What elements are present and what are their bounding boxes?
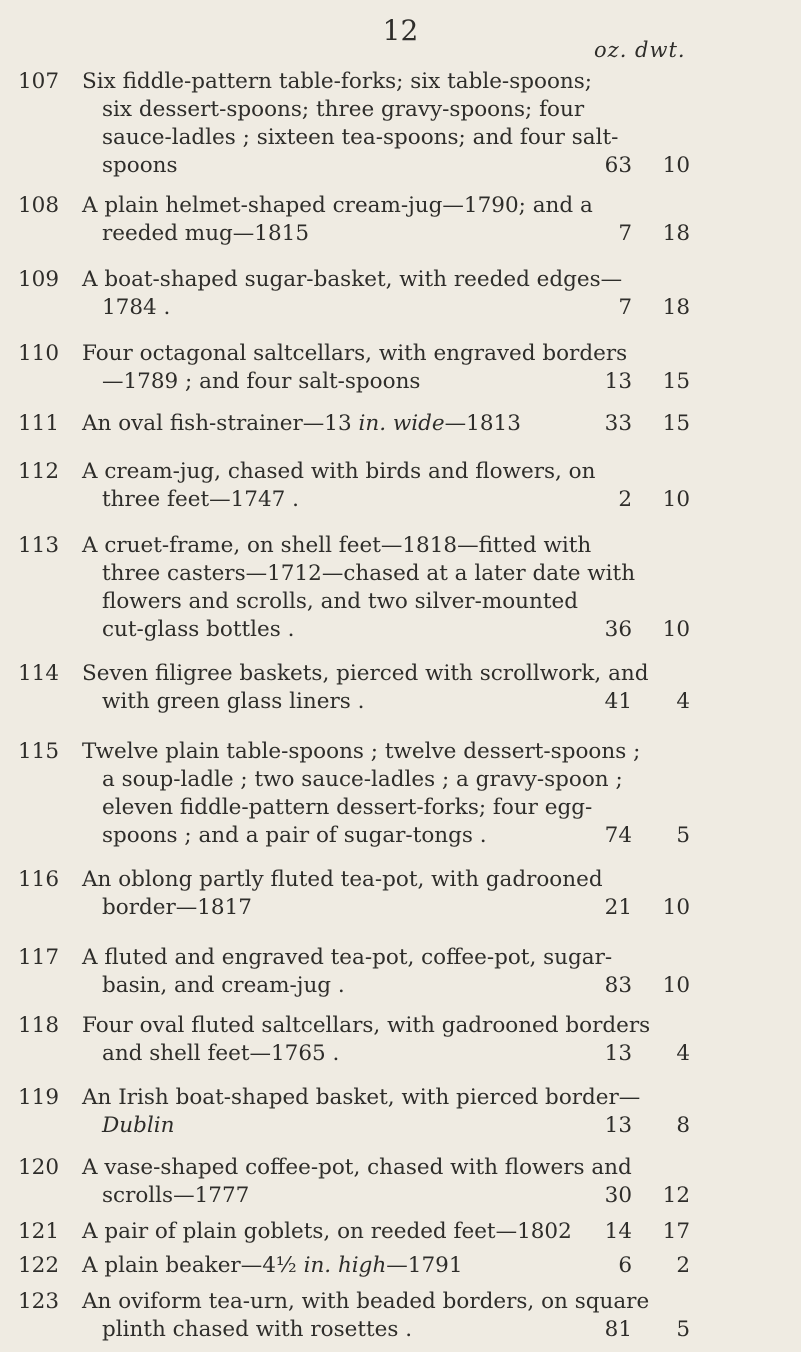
weight-dwt: 8 (676, 1113, 690, 1138)
desc-line: Twelve plain table-spoons ; twelve dessert-spoons ; (82, 739, 641, 764)
lot-number: 121 (18, 1219, 60, 1244)
weight-oz: 33 (604, 411, 632, 436)
desc-line: An oval fish-strainer—13 in. wide—1813 (82, 411, 521, 436)
desc-line: Dublin (102, 1113, 175, 1138)
desc-line: A pair of plain goblets, on reeded feet—1802 (82, 1219, 572, 1244)
lot-number: 116 (18, 867, 60, 892)
desc-line: spoons ; and a pair of sugar-tongs . (102, 823, 487, 848)
desc-line: A fluted and engraved tea-pot, coffee-pot, sugar- (82, 945, 613, 970)
weight-oz: 13 (604, 1041, 632, 1066)
desc-line: A vase-shaped coffee-pot, chased with flowers and (82, 1155, 632, 1180)
weight-dwt: 4 (676, 689, 690, 714)
lot-description (82, 458, 602, 514)
weight-oz: 74 (604, 823, 632, 848)
weight-oz: 2 (618, 487, 632, 512)
lot-number: 111 (18, 411, 60, 436)
lot-description (82, 1252, 602, 1280)
desc-line: A cream-jug, chased with birds and flowers, on (82, 459, 596, 484)
lot-description (82, 192, 602, 248)
desc-line: An oviform tea-urn, with beaded borders, on square (82, 1289, 650, 1314)
desc-line: A boat-shaped sugar-basket, with reeded edges— (82, 267, 623, 292)
lot-description (82, 266, 623, 322)
weight-oz: 7 (618, 221, 632, 246)
weight-oz: 13 (604, 1113, 632, 1138)
weight-oz: 36 (604, 617, 632, 642)
desc-line: with green glass liners . (102, 689, 365, 714)
desc-line: six dessert-spoons; three gravy-spoons; four (102, 97, 585, 122)
lot-number: 110 (18, 341, 60, 366)
lot-number: 118 (18, 1013, 60, 1038)
desc-line: A cruet-frame, on shell feet—1818—fitted with (82, 533, 592, 558)
desc-line: eleven fiddle-pattern dessert-forks; four egg- (102, 795, 593, 820)
desc-line: border—1817 (102, 895, 252, 920)
weight-dwt: 10 (662, 617, 690, 642)
desc-line: sauce-ladles ; sixteen tea-spoons; and four salt- (102, 125, 619, 150)
lot-description (82, 1218, 602, 1246)
weight-dwt: 10 (662, 973, 690, 998)
desc-line: cut-glass bottles . (102, 617, 295, 642)
weight-oz: 63 (604, 153, 632, 178)
weight-dwt: 10 (662, 895, 690, 920)
lot-description (82, 866, 602, 922)
lot-number: 112 (18, 459, 60, 484)
desc-line: —1789 ; and four salt-spoons (102, 369, 421, 394)
desc-line: Four octagonal saltcellars, with engraved borders (82, 341, 628, 366)
weight-oz: 14 (604, 1219, 632, 1244)
lot-description (82, 944, 613, 1000)
weight-dwt: 18 (662, 221, 690, 246)
weight-oz: 7 (618, 295, 632, 320)
lot-number: 115 (18, 739, 60, 764)
lot-number: 122 (18, 1253, 60, 1278)
desc-line: Seven filigree baskets, pierced with scrollwork, and (82, 661, 649, 686)
desc-line: Four oval fluted saltcellars, with gadrooned borders (82, 1013, 651, 1038)
weight-dwt: 12 (662, 1183, 690, 1208)
desc-line: three feet—1747 . (102, 487, 299, 512)
lot-number: 109 (18, 267, 60, 292)
lot-number: 120 (18, 1155, 60, 1180)
desc-line: 1784 . (102, 295, 171, 320)
desc-line: a soup-ladle ; two sauce-ladles ; a gravy-spoon ; (102, 767, 623, 792)
desc-line: and shell feet—1765 . (102, 1041, 340, 1066)
weight-dwt: 5 (676, 823, 690, 848)
weight-dwt: 15 (662, 411, 690, 436)
weight-dwt: 17 (662, 1219, 690, 1244)
desc-line: three casters—1712—chased at a later date with (102, 561, 636, 586)
desc-line: A plain beaker—4½ in. high—1791 (82, 1253, 463, 1278)
lot-number: 107 (18, 69, 60, 94)
lot-number: 123 (18, 1289, 60, 1314)
lot-number: 108 (18, 193, 60, 218)
weight-dwt: 10 (662, 153, 690, 178)
desc-line: An Irish boat-shaped basket, with pierced border— (82, 1085, 641, 1110)
lot-number: 117 (18, 945, 60, 970)
weight-oz: 41 (604, 689, 632, 714)
weight-oz: 30 (604, 1183, 632, 1208)
desc-line: Six fiddle-pattern table-forks; six table-spoons; (82, 69, 593, 94)
weight-dwt: 15 (662, 369, 690, 394)
desc-line: basin, and cream-jug . (102, 973, 345, 998)
page-number: 12 (382, 14, 419, 47)
desc-line: flowers and scrolls, and two silver-mounted (102, 589, 579, 614)
desc-line: plinth chased with rosettes . (102, 1317, 413, 1342)
weight-oz: 21 (604, 895, 632, 920)
desc-line: scrolls—1777 (102, 1183, 250, 1208)
desc-line: spoons (102, 153, 178, 178)
weight-oz: 6 (618, 1253, 632, 1278)
lot-description (82, 410, 602, 438)
weight-oz: 83 (604, 973, 632, 998)
weight-oz: 81 (604, 1317, 632, 1342)
weight-dwt: 5 (676, 1317, 690, 1342)
weight-dwt: 2 (676, 1253, 690, 1278)
desc-line: An oblong partly fluted tea-pot, with gadrooned (82, 867, 603, 892)
lot-number: 113 (18, 533, 60, 558)
units-header: oz. dwt. (594, 38, 686, 62)
desc-line: A plain helmet-shaped cream-jug—1790; and a (82, 193, 593, 218)
weight-dwt: 4 (676, 1041, 690, 1066)
weight-oz: 13 (604, 369, 632, 394)
weight-dwt: 10 (662, 487, 690, 512)
lot-number: 119 (18, 1085, 60, 1110)
lot-number: 114 (18, 661, 60, 686)
desc-line: reeded mug—1815 (102, 221, 310, 246)
weight-dwt: 18 (662, 295, 690, 320)
